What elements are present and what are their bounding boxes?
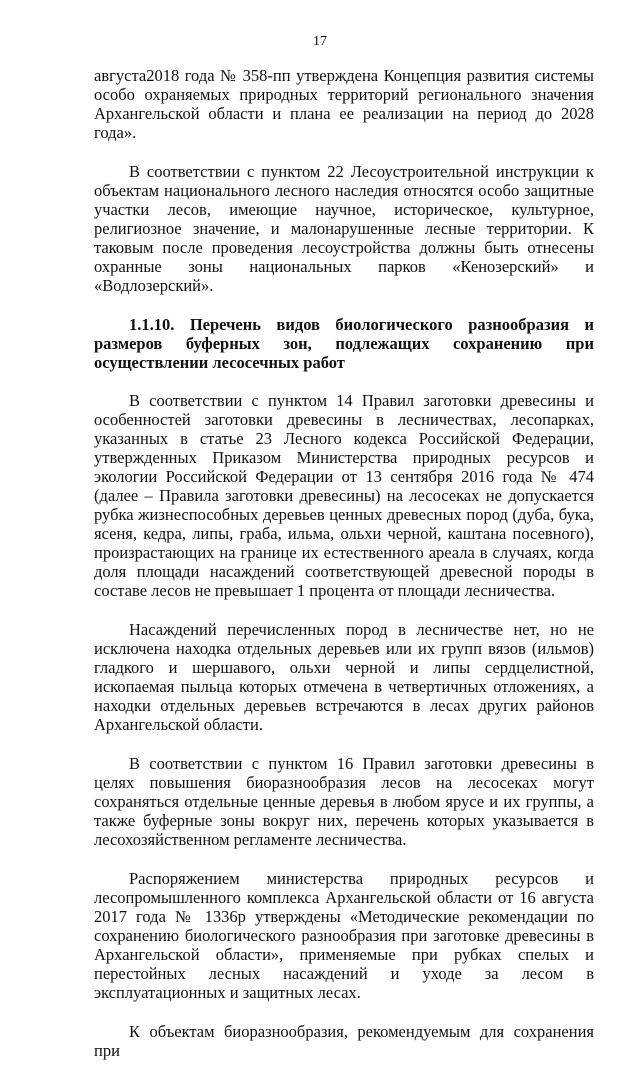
paragraph-biodiversity-objects: К объектам биоразнообразия, рекомендуемым для сохранения при — [94, 1022, 594, 1060]
document-body — [94, 66, 594, 1080]
section-heading-1-1-10: 1.1.10. Перечень видов биологического разнообразия и размеров буферных зон, подлежащих сохранению при осуществлении лесосечных работ — [94, 315, 594, 372]
paragraph-valuable-species: В соответствии с пунктом 14 Правил заготовки древесины и особенностей заготовки древесины в лесничествах, лесопарках, указанных в статье 23 Лесного кодекса Российской Федерации, утвержденных Приказом Министерства природных ресурсов и экологии Российской Федерации от 13 сентября 2016 года № 474 (далее – Правила заготовки древесины) на лесосеках не допускается рубка жизнеспособных деревьев ценных древесных пород (дуба, бука, ясеня, кедра, липы, граба, ильма, ольхи черной, каштана посевного), произрастающих на границе их естественного ареала в случаях, когда доля площади насаждений соответствующей древесной породы в составе лесов не превышает 1 процента от площади лесничества. — [94, 391, 594, 600]
page-number: 17 — [313, 34, 327, 49]
paragraph-methodical-recommendations: Распоряжением министерства природных ресурсов и лесопромышленного комплекса Архангельской области от 16 августа 2017 года № 1336р утверждены «Методические рекомендации по сохранению биологического разнообразия при заготовке древесины в Архангельской области», применяемые при рубках спелых и перестойных лесных насаждений и уходе за лесом в эксплуатационных и защитных лесах. — [94, 869, 594, 1002]
paragraph-concept-approval: августа2018 года № 358-пп утверждена Концепция развития системы особо охраняемых природных территорий регионального значения Архангельской области и плана ее реализации на период до 2028 года». — [94, 66, 594, 142]
paragraph-biodiversity-rules: В соответствии с пунктом 16 Правил заготовки древесины в целях повышения биоразнообразия лесов на лесосеках могут сохраняться отдельные ценные деревья в любом ярусе и их группы, а также буферные зоны вокруг них, перечень которых указывается в лесохозяйственном регламенте лесничества. — [94, 754, 594, 849]
paragraph-species-absence: Насаждений перечисленных пород в лесничестве нет, но не исключена находка отдельных деревьев или их групп вязов (ильмов) гладкого и шершавого, ольхи черной и липы сердцелистной, ископаемая пыльца которых отмечена в четвертичных отложениях, а находки отдельных деревьев встречаются в лесах других районов Архангельской области. — [94, 620, 594, 734]
paragraph-forest-heritage: В соответствии с пунктом 22 Лесоустроительной инструкции к объектам национального лесного наследия относятся особо защитные участки лесов, имеющие научное, историческое, культурное, религиозное значение, и малонарушенные лесные территории. К таковым после проведения лесоустройства должны быть отнесены охранные зоны национальных парков «Кенозерский» и «Водлозерский». — [94, 162, 594, 295]
